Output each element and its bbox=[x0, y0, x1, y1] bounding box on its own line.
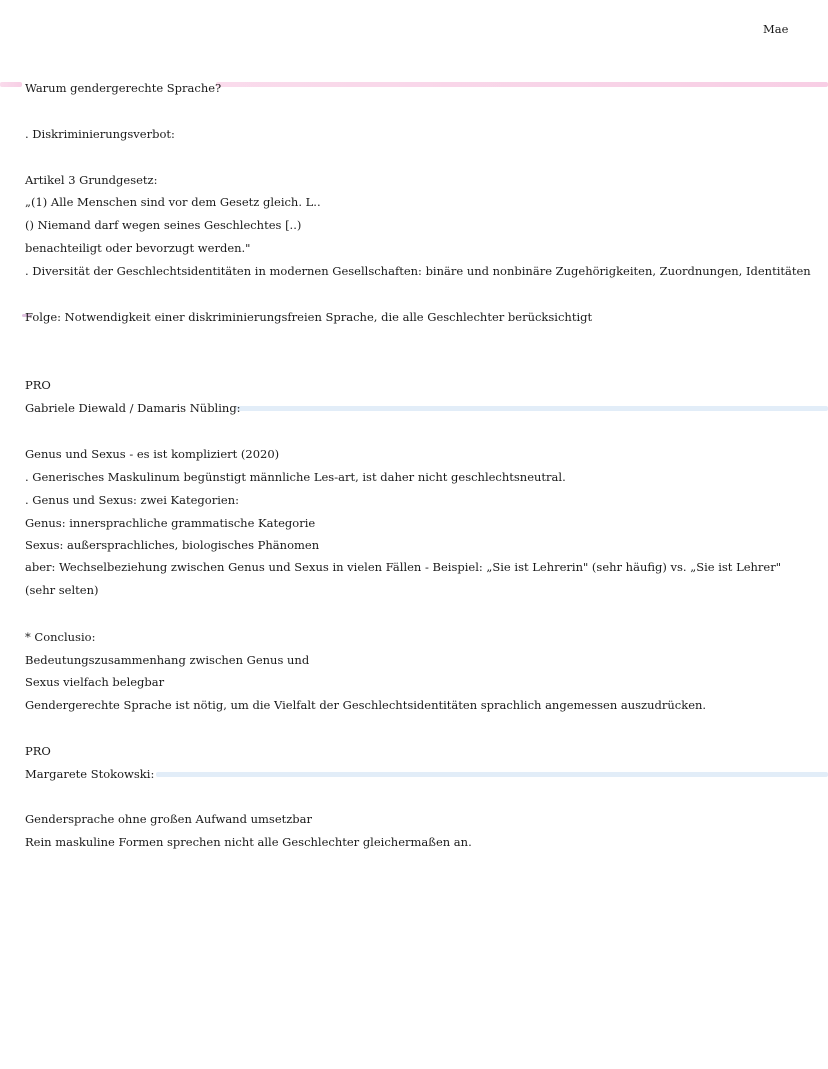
quote-line-3: benachteiligt oder bevorzugt werden." bbox=[25, 241, 251, 255]
pro-authors-1: Gabriele Diewald / Damaris Nübling: bbox=[25, 401, 241, 415]
point-categories: . Genus und Sexus: zwei Kategorien: bbox=[25, 493, 239, 507]
pink-highlight-right bbox=[216, 82, 828, 87]
conclusio-line-1: Bedeutungszusammenhang zwischen Genus und bbox=[25, 653, 310, 667]
conclusio-line-3: Gendergerechte Sprache ist nötig, um die Vielfalt der Geschlechtsidentitäten sprachlich angemessen auszudrücken. bbox=[25, 698, 707, 712]
point-discrimination: . Diskriminierungsverbot: bbox=[25, 127, 175, 141]
pro-label-1: PRO bbox=[25, 378, 51, 392]
point-diversity: . Diversität der Geschlechtsidentitäten in modernen Gesellschaften: binäre und nonbinäre Zugehörigkeiten, Zuordnungen, Identitäten bbox=[25, 264, 811, 278]
section-title: Warum gendergerechte Sprache? bbox=[25, 81, 222, 95]
work-title: Genus und Sexus - es ist kompliziert (2020) bbox=[25, 447, 280, 461]
point-masculine-forms: Rein maskuline Formen sprechen nicht alle Geschlechter gleichermaßen an. bbox=[25, 835, 472, 849]
blue-highlight-diewald bbox=[236, 406, 828, 411]
pro-label-2: PRO bbox=[25, 744, 51, 758]
pink-highlight-left bbox=[0, 82, 22, 87]
conclusio-label: * Conclusio: bbox=[25, 630, 96, 644]
interaction-paragraph: aber: Wechselbeziehung zwischen Genus und Sexus in vielen Fällen - Beispiel: „Sie ist Lehrerin" (sehr häufig) vs. „Sie ist Lehrer" (sehr selten) bbox=[25, 560, 782, 597]
quote-line-1: „(1) Alle Menschen sind vor dem Gesetz gleich. L.. bbox=[25, 195, 321, 209]
conclusio-line-2: Sexus vielfach belegbar bbox=[25, 675, 165, 689]
author-name: Mae bbox=[763, 22, 789, 36]
blue-highlight-stokowski bbox=[156, 772, 828, 777]
sexus-definition: Sexus: außersprachliches, biologisches Phänomen bbox=[25, 538, 320, 552]
genus-definition: Genus: innersprachliche grammatische Kategorie bbox=[25, 516, 316, 530]
quote-line-2: () Niemand darf wegen seines Geschlechtes [..) bbox=[25, 218, 302, 232]
consequence: Folge: Notwendigkeit einer diskriminierungsfreien Sprache, die alle Geschlechter berücksichtigt bbox=[25, 310, 593, 324]
pro-author-2: Margarete Stokowski: bbox=[25, 767, 155, 781]
point-effort: Gendersprache ohne großen Aufwand umsetzbar bbox=[25, 812, 313, 826]
point-masculine: . Generisches Maskulinum begünstigt männliche Les-art, ist daher nicht geschlechtsneutral. bbox=[25, 470, 566, 484]
article-heading: Artikel 3 Grundgesetz: bbox=[25, 173, 158, 187]
